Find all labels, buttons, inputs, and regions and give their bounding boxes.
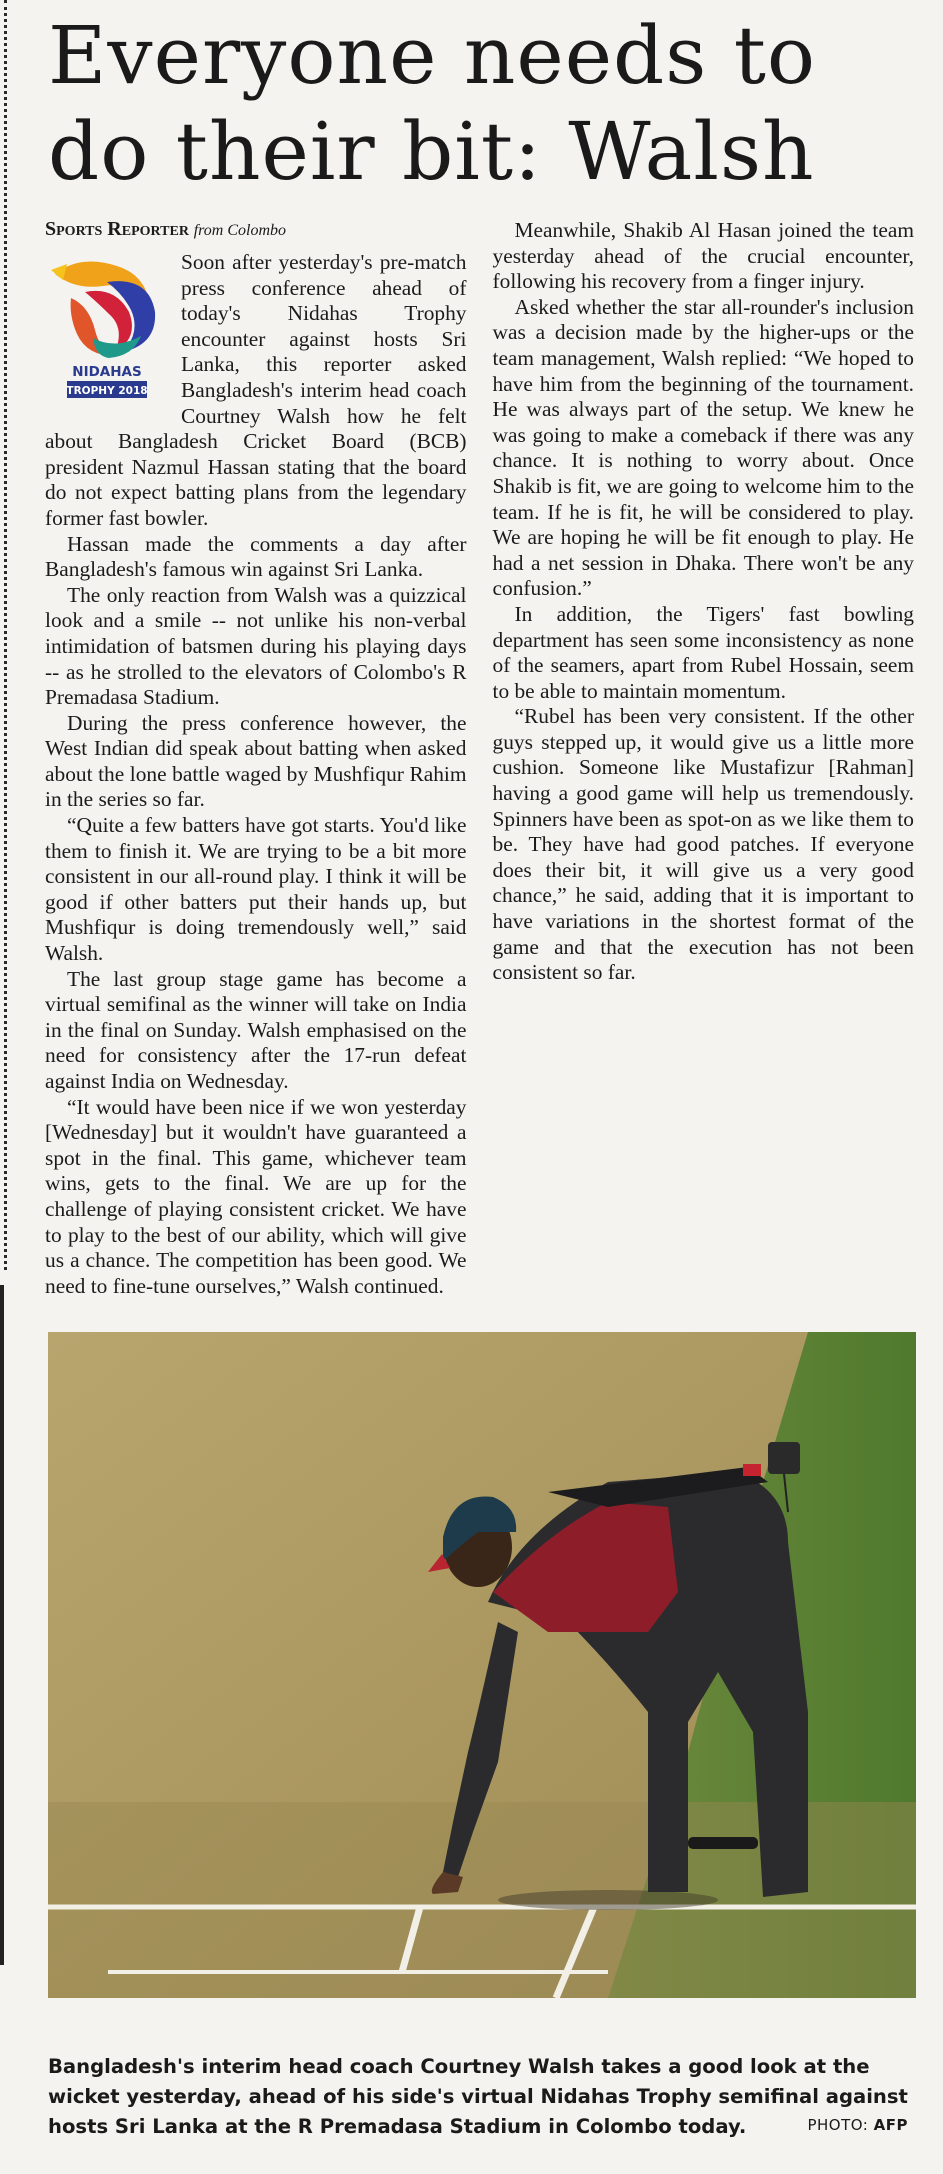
paragraph: Meanwhile, Shakib Al Hasan joined the team yesterday ahead of the crucial encounter, following his recovery from a finger injury. [492, 218, 914, 294]
byline-place: from Colombo [193, 222, 286, 239]
paragraph: During the press conference however, the West Indian did speak about batting when asked about the lone battle waged by Mushfiqur Rahim in the series so far. [45, 710, 467, 812]
byline [45, 218, 467, 242]
paragraph: Hassan made the comments a day after Bangladesh's famous win against Sri Lanka. [45, 531, 467, 582]
headline: Everyone needs to do their bit: Walsh [48, 9, 817, 198]
paragraph: “It would have been nice if we won yesterday [Wednesday] but it wouldn't have guaranteed a spot in the final. This game, whichever team wins, gets to the final. We are up for the challenge of playing consistent cricket. We have to play to the best of our ability, which will give us a chance. The competition has been good. We need to fine-tune ourselves,” Walsh continued. [45, 1094, 467, 1298]
logo-title: NIDAHAS [72, 364, 142, 380]
paragraph: “Quite a few batters have got starts. You'd like them to finish it. We are trying to be a bit more consistent in our all-round play. I think it will be good if other batters put their hands up, but Mushfiqur is doing tremendously well,” said Walsh. [45, 813, 467, 966]
paragraph: “Rubel has been very consistent. If the other guys stepped up, it would give us a little more cushion. Someone like Mustafizur [Rahman] having a good game will help us tremendously. Spinners have been as spot-on as we like them to be. They have had good patches. If everyone does their bit, it will give us a very good chance,” he said, adding that it is important to have variations in the shortest format of the game and that the execution has not been consistent so far. [492, 704, 914, 985]
byline-reporter: Sports Reporter [45, 218, 189, 240]
paragraph: The last group stage game has become a virtual semifinal as the winner will take on India in the final on Sunday. Walsh emphasised on the need for consistency after the 17-run defeat against India on Wednesday. [45, 966, 467, 1093]
paragraph: The only reaction from Walsh was a quizzical look and a smile -- not unlike his non-verbal intimidation of batsmen during his playing days -- as he strolled to the elevators of Colombo's R Premadasa Stadium. [45, 582, 467, 710]
photo-credit [807, 2116, 908, 2134]
paragraph: Asked whether the star all-rounder's inclusion was a decision made by the higher-ups or the team management, Walsh replied: “We hoped to have him from the beginning of the tournament. He was always part of the setup. We knew he was going to make a comeback if there was any chance. It is nothing to worry about. Once Shakib is fit, we are going to welcome him to the team. If he is fit, he will be considered to play. We are hoping he will be fit enough to play. He had a net session in Dhaka. There won't be any confusion.” [492, 294, 914, 601]
paragraph: Soon after yesterday's pre-match press conference ahead of today's Nidahas Trophy encounter against hosts Sri Lanka, this reporter asked Bangladesh's interim head coach Courtney Walsh how he felt about Bangladesh Cricket Board (BCB) president Nazmul Hassan stating that the board do not expect batting plans from the legendary former fast bowler. [45, 250, 467, 530]
article-photo [48, 1332, 916, 1998]
photo-credit-label: PHOTO: [807, 2116, 869, 2134]
article-body [45, 218, 914, 1326]
logo-subtitle: TROPHY 2018 [66, 385, 148, 397]
column-divider-dotted [4, 0, 7, 1270]
column-divider-solid [0, 1285, 4, 1965]
photo-credit-source: AFP [873, 2116, 908, 2134]
nidahas-trophy-logo [45, 252, 169, 402]
photo-caption: Bangladesh's interim head coach Courtney Walsh takes a good look at the wicket yesterday, ahead of his side's virtual Nidahas Trophy semifinal against hosts Sri Lanka at the R Premadasa Stadium in Colombo today. [48, 2055, 908, 2138]
paragraph: In addition, the Tigers' fast bowling department has seen some inconsistency as none of the seamers, apart from Rubel Hossain, seem to be able to maintain momentum. [492, 601, 914, 703]
